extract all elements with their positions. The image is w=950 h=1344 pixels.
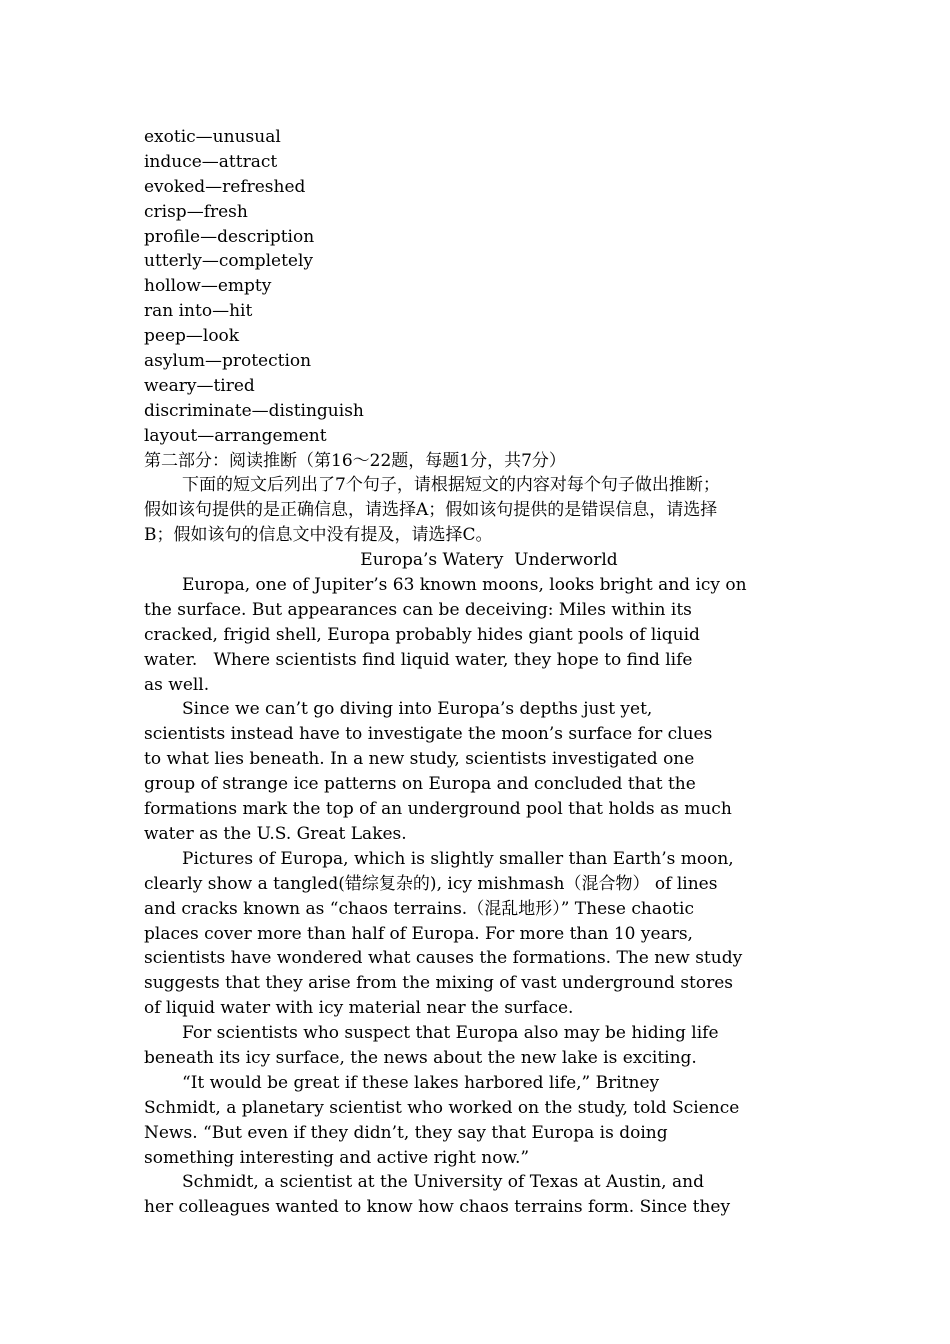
instruction-line: B；假如该句的信息文中没有提及，请选择C。 (144, 525, 493, 546)
paragraph-line: water. Where scientists find liquid water, they hope to find life (144, 649, 693, 670)
paragraph-line: group of strange ice patterns on Europa and concluded that the (144, 774, 696, 795)
vocab-item: ran into—hit (144, 301, 253, 322)
paragraph-line: suggests that they arise from the mixing of vast underground stores (144, 973, 734, 994)
section-header (144, 449, 834, 549)
paragraph-line: cracked, frigid shell, Europa probably hides giant pools of liquid (144, 624, 700, 645)
paragraph-line: News. “But even if they didn’t, they say that Europa is doing (144, 1122, 668, 1143)
vocab-item: discriminate—distinguish (144, 400, 364, 421)
paragraph-line: clearly show a tangled(错综复杂的), icy mishmash（混合物） of lines (144, 873, 718, 894)
paragraph-line: water as the U.S. Great Lakes. (144, 823, 407, 844)
paragraph-line: something interesting and active right now.” (144, 1147, 530, 1168)
paragraph-line: the surface. But appearances can be deceiving: Miles within its (144, 599, 692, 620)
article-paragraph (144, 1021, 834, 1071)
paragraph-line: to what lies beneath. In a new study, scientists investigated one (144, 749, 695, 770)
paragraph-line: as well. (144, 674, 210, 695)
vocab-item: layout—arrangement (144, 425, 327, 446)
paragraph-line: scientists have wondered what causes the formations. The new study (144, 948, 743, 969)
paragraph-line: Europa, one of Jupiter’s 63 known moons, looks bright and icy on (182, 575, 747, 596)
article-paragraph (144, 847, 834, 1021)
paragraph-line: Since we can’t go diving into Europa’s depths just yet, (182, 699, 653, 720)
paragraph-line: scientists instead have to investigate the moon’s surface for clues (144, 724, 713, 745)
article-paragraph (144, 697, 834, 846)
paragraph-line: Schmidt, a scientist at the University of Texas at Austin, and (182, 1172, 704, 1193)
paragraph-line: For scientists who suspect that Europa also may be hiding life (182, 1023, 719, 1044)
document-page (144, 125, 834, 1220)
paragraph-line: places cover more than half of Europa. For more than 10 years, (144, 923, 693, 944)
vocab-item: evoked—refreshed (144, 176, 306, 197)
instruction-line: 假如该句提供的是正确信息，请选择A；假如该句提供的是错误信息，请选择 (144, 500, 718, 521)
paragraph-line: Schmidt, a planetary scientist who worked on the study, told Science (144, 1097, 740, 1118)
paragraph-line: and cracks known as “chaos terrains.（混乱地形）” These chaotic (144, 898, 694, 919)
article-paragraph (144, 573, 834, 697)
vocab-item: asylum—protection (144, 351, 312, 372)
vocab-item: profile—description (144, 226, 315, 247)
paragraph-line: her colleagues wanted to know how chaos terrains form. Since they (144, 1197, 731, 1218)
paragraph-line: beneath its icy surface, the news about the new lake is exciting. (144, 1047, 697, 1068)
vocab-item: peep—look (144, 326, 240, 347)
article (144, 548, 834, 1220)
article-title: Europa’s Watery Underworld (360, 550, 618, 571)
article-paragraph (144, 1071, 834, 1171)
paragraph-line: formations mark the top of an underground pool that holds as much (144, 799, 732, 820)
vocab-item: weary—tired (144, 375, 255, 396)
vocab-item: exotic—unusual (144, 127, 281, 147)
vocab-item: hollow—empty (144, 276, 272, 297)
vocab-item: crisp—fresh (144, 201, 248, 222)
vocab-item: utterly—completely (144, 251, 314, 272)
paragraph-line: of liquid water with icy material near the surface. (144, 998, 574, 1019)
section-heading: 第二部分：阅读推断（第16～22题，每题1分，共7分） (144, 450, 566, 471)
paragraph-line: Pictures of Europa, which is slightly smaller than Earth’s moon, (182, 848, 734, 869)
vocab-item: induce—attract (144, 151, 278, 172)
instruction-line: 下面的短文后列出了7个句子，请根据短文的内容对每个句子做出推断； (182, 475, 720, 496)
paragraph-line: “It would be great if these lakes harbored life,” Britney (182, 1072, 660, 1093)
vocabulary-list (144, 125, 834, 449)
article-paragraph (144, 1170, 834, 1220)
